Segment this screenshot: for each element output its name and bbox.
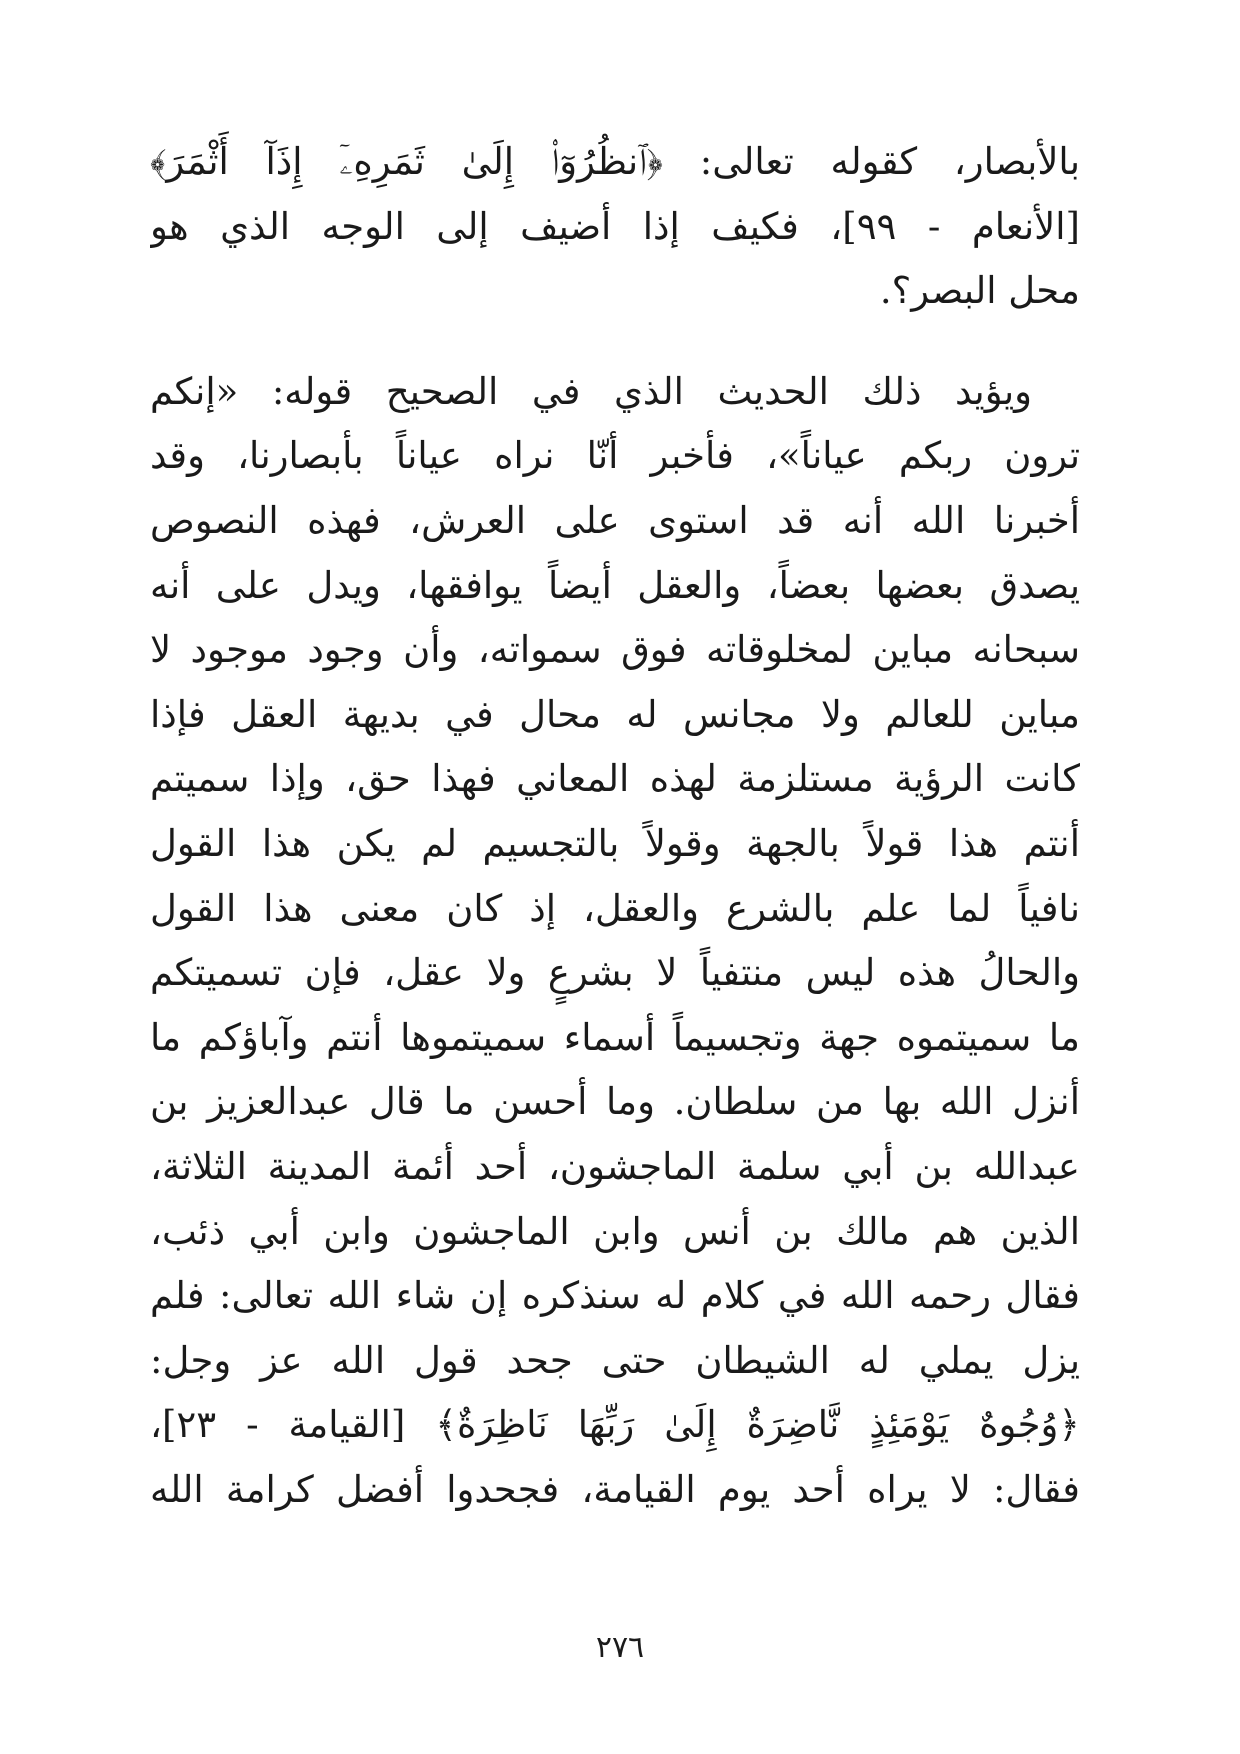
body-text [150,130,1080,1522]
text-line: بالأبصار، كقوله تعالى: ﴿ٱنظُرُوٓا۟ إِلَىٰ ثَمَرِهِۦٓ إِذَآ أَثْمَرَ﴾ [150,140,1080,183]
text-line: عبدالله بن أبي سلمة الماجشون، أحد أئمة المدينة الثلاثة، [150,1144,1080,1188]
text-line: أنزل الله بها من سلطان. وما أحسن ما قال عبدالعزيز بن [150,1080,1080,1124]
text-line: والحالُ هذه ليس منتفياً لا بشرعٍ ولا عقل، فإن تسميتكم [150,951,1080,995]
text-line: ويؤيد ذلك الحديث الذي في الصحيح قوله: «إنكم [150,369,1032,413]
text-line: الذين هم مالك بن أنس وابن الماجشون وابن أبي ذئب، [150,1209,1080,1253]
page-number: ٢٧٦ [595,1630,645,1665]
text-line: أخبرنا الله أنه قد استوى على العرش، فهذه النصوص [150,498,1080,542]
paragraph-gap [150,324,1080,360]
text-line: سبحانه مباين لمخلوقاته فوق سمواته، وأن وجود موجود لا [150,628,1080,672]
text-line: مباين للعالم ولا مجانس له محال في بديهة العقل فإذا [150,692,1080,736]
text-line: ترون ربكم عياناً»، فأخبر أنّا نراه عياناً بأبصارنا، وقد [150,434,1080,478]
text-line: يصدق بعضها بعضاً، والعقل أيضاً يوافقها، ويدل على أنه [150,563,1080,607]
text-line: [الأنعام - ٩٩]، فكيف إذا أضيف إلى الوجه الذي هو [150,204,1080,248]
text-line: أنتم هذا قولاً بالجهة وقولاً بالتجسيم لم يكن هذا القول [150,821,1080,865]
text-line: كانت الرؤية مستلزمة لهذه المعاني فهذا حق، وإذا سميتم [150,757,1080,801]
text-line: ﴿وُجُوهٌ يَوْمَئِذٍ نَّاضِرَةٌ إِلَىٰ رَبِّهَا نَاظِرَةٌ﴾ [القيامة - ٢٣]، [150,1403,1080,1447]
text-line: فقال: لا يراه أحد يوم القيامة، فجحدوا أفضل كرامة الله [150,1467,1080,1511]
text-line: فقال رحمه الله في كلام له سنذكره إن شاء الله تعالى: فلم [150,1274,1080,1318]
text-line: ما سميتموه جهة وتجسيماً أسماء سميتموها أنتم وآباؤكم ما [150,1015,1080,1059]
text-line: محل البصر؟. [879,269,1080,313]
text-line: نافياً لما علم بالشرع والعقل، إذ كان معنى هذا القول [150,886,1080,930]
text-line: يزل يملي له الشيطان حتى جحد قول الله عز وجل: [150,1338,1080,1382]
